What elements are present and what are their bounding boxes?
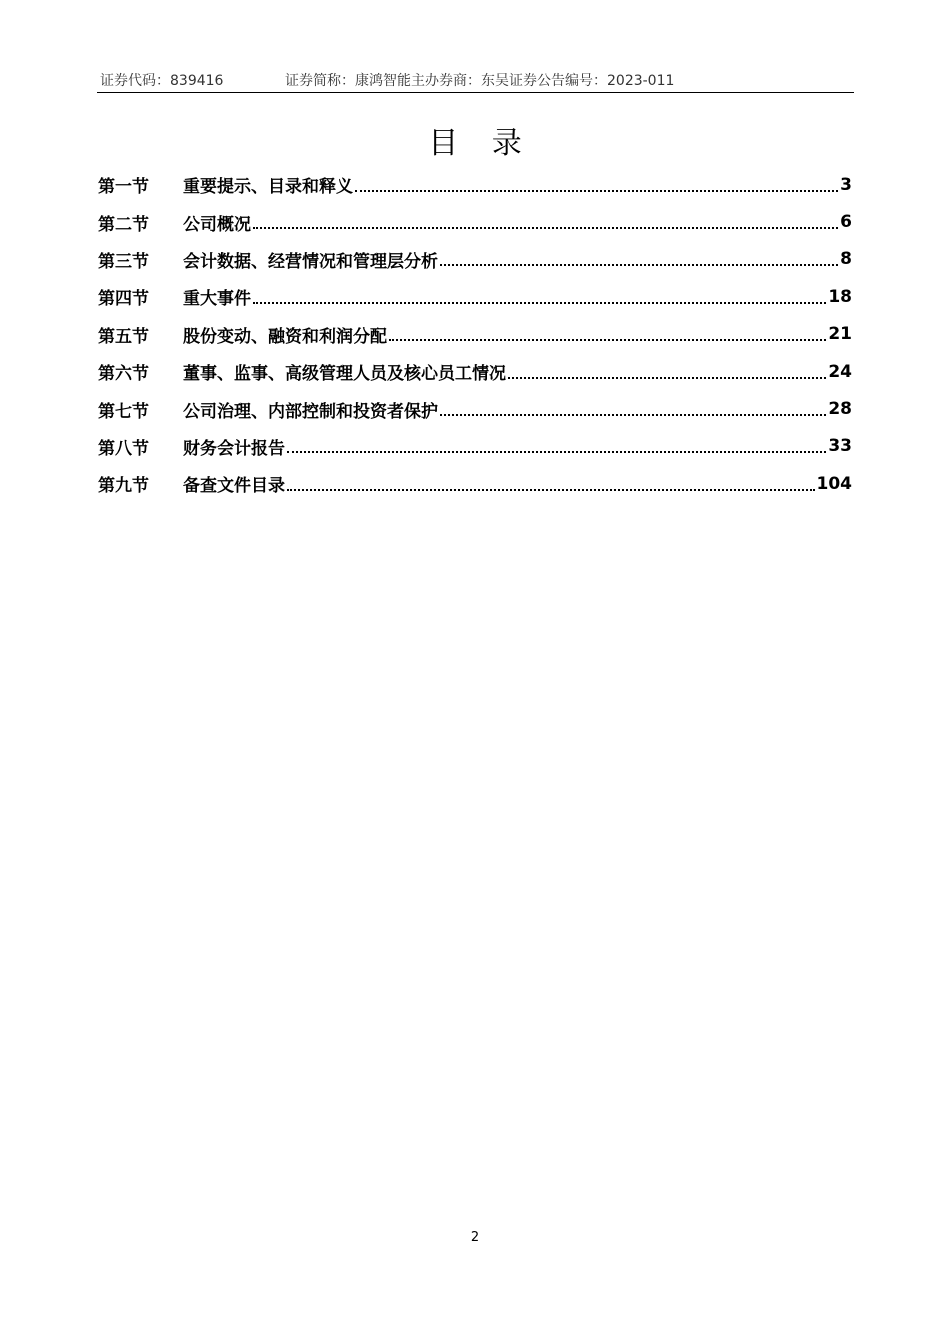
toc-page-number: 104 [816, 473, 852, 494]
toc-leader-dots [287, 489, 815, 491]
toc-page-number: 21 [828, 324, 852, 345]
security-code: 证券代码：839416 [100, 73, 224, 89]
toc-section: 第一节 [98, 177, 149, 198]
toc-entry[interactable] [98, 353, 852, 390]
toc-heading: 股份变动、融资和利润分配 [183, 326, 387, 347]
toc-heading: 备查文件目录 [183, 476, 285, 497]
toc-heading: 公司治理、内部控制和投资者保护 [183, 401, 438, 422]
toc-leader-dots [287, 451, 826, 453]
toc-section: 第八节 [98, 438, 149, 459]
toc-section: 第二节 [98, 214, 149, 235]
table-of-contents [98, 166, 852, 503]
toc-entry[interactable] [98, 203, 852, 240]
toc-title: 目 录 [428, 126, 534, 161]
toc-section: 第四节 [98, 289, 149, 310]
toc-entry[interactable] [98, 465, 852, 502]
toc-section: 第六节 [98, 364, 149, 385]
toc-section: 第五节 [98, 326, 149, 347]
toc-entry[interactable] [98, 166, 852, 203]
toc-entry[interactable] [98, 241, 852, 278]
toc-heading: 会计数据、经营情况和管理层分析 [183, 251, 438, 272]
toc-entry[interactable] [98, 390, 852, 427]
toc-leader-dots [440, 414, 826, 416]
toc-heading: 公司概况 [183, 214, 251, 235]
toc-heading: 董事、监事、高级管理人员及核心员工情况 [183, 364, 506, 385]
toc-heading: 重大事件 [183, 289, 251, 310]
toc-page-number: 28 [828, 399, 852, 420]
toc-leader-dots [389, 339, 826, 341]
toc-entry[interactable] [98, 316, 852, 353]
toc-page-number: 24 [828, 361, 852, 382]
toc-leader-dots [440, 264, 838, 266]
toc-section: 第九节 [98, 476, 149, 497]
toc-leader-dots [253, 302, 826, 304]
toc-leader-dots [508, 377, 826, 379]
toc-section: 第七节 [98, 401, 149, 422]
toc-heading: 重要提示、目录和释义 [183, 177, 353, 198]
toc-page-number: 18 [828, 286, 852, 307]
toc-page-number: 3 [840, 174, 852, 195]
toc-page-number: 8 [840, 249, 852, 270]
toc-section: 第三节 [98, 251, 149, 272]
page-header [97, 68, 854, 93]
toc-leader-dots [253, 227, 838, 229]
toc-page-number: 6 [840, 212, 852, 233]
toc-entry[interactable] [98, 278, 852, 315]
toc-entry[interactable] [98, 428, 852, 465]
page-number: 2 [470, 1230, 480, 1245]
toc-heading: 财务会计报告 [183, 438, 285, 459]
toc-leader-dots [355, 190, 838, 192]
security-name-and-announcement: 证券简称：康鸿智能主办券商：东吴证券公告编号：2023-011 [285, 73, 675, 89]
toc-page-number: 33 [828, 436, 852, 457]
